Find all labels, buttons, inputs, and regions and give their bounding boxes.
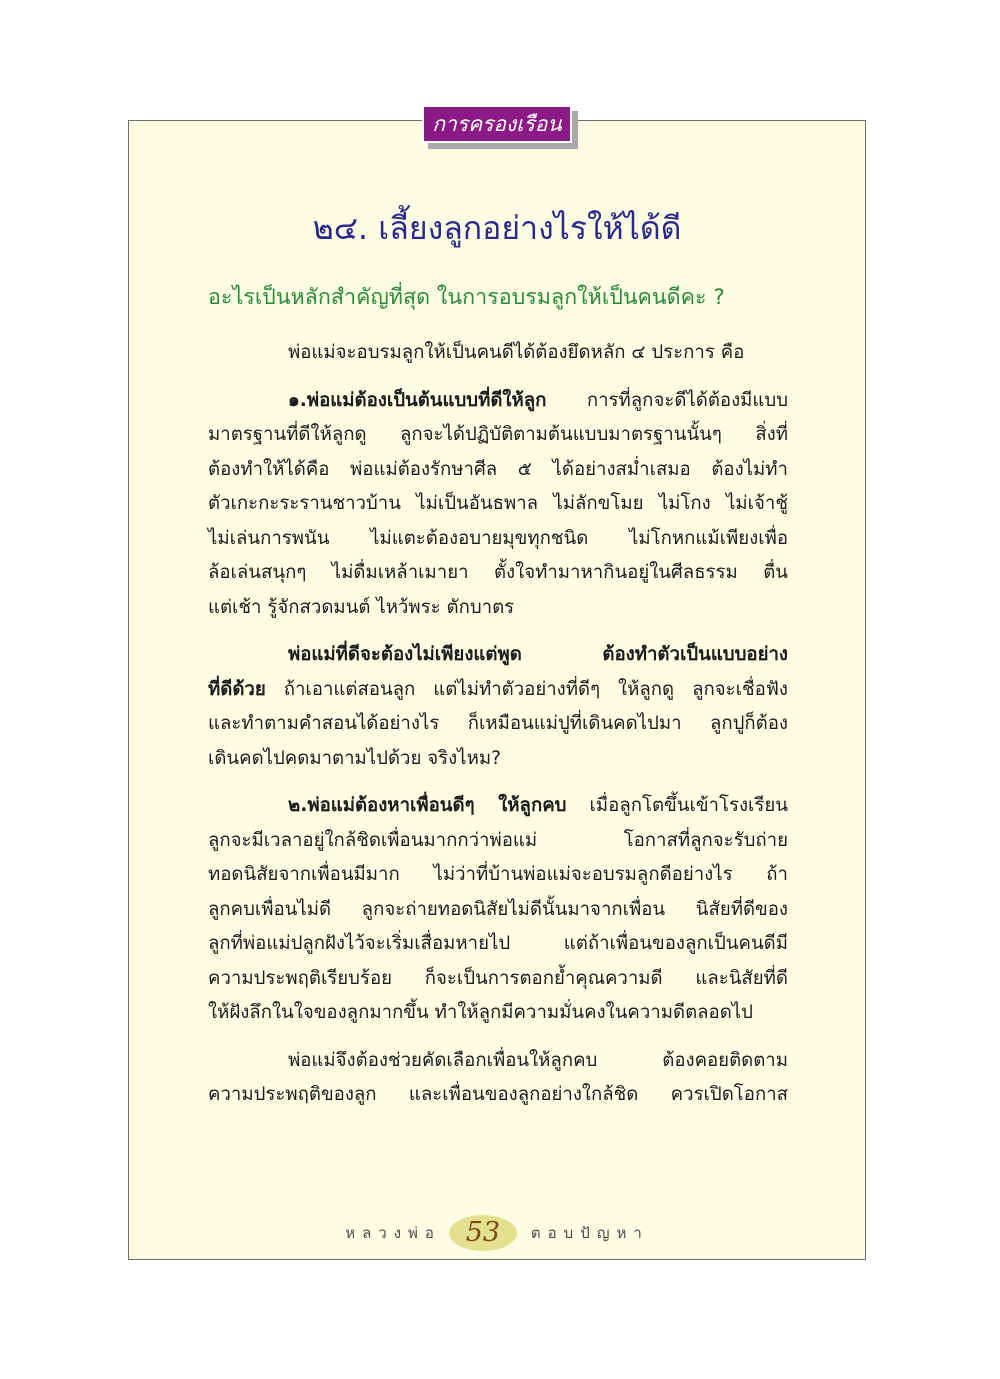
paragraph-1-line: แต่เช้า รู้จักสวดมนต์ ไหว้พระ ตักบาตร (208, 596, 515, 618)
paragraph-3-line: ให้ฝังลึกในใจของลูกมากขึ้น ทำให้ลูกมีความมั่นคงในความดีตลอดไป (208, 1002, 753, 1023)
principle-2-heading: ๒.พ่อแม่ต้องหาเพื่อนดีๆ ให้ลูกคบ (288, 795, 567, 816)
footer-left-text: หลวงพ่อ (345, 1224, 441, 1242)
paragraph-3-line: ลูกจะมีเวลาอยู่ใกล้ชิดเพื่อนมากกว่าพ่อแม่ โอกาสที่ลูกจะรับถ่าย (208, 829, 788, 851)
article-body (208, 336, 788, 1113)
paragraph-text: ถ้าเอาแต่สอนลูก แต่ไม่ทำตัวอย่างที่ดีๆ ให้ลูกดู ลูกจะเชื่อฟัง (265, 678, 788, 700)
chapter-title: ๒๔. เลี้ยงลูกอย่างไรให้ได้ดี (312, 209, 682, 247)
footer-right-text: ตอบปัญหา (530, 1224, 649, 1242)
emphasis-heading: พ่อแม่ที่ดีจะต้องไม่เพียงแต่พูด ต้องทำตัวเป็นแบบอย่าง (288, 644, 788, 665)
intro-line: พ่อแม่จะอบรมลูกให้เป็นคนดีได้ต้องยึดหลัก ๔ ประการ คือ (288, 342, 745, 363)
paragraph-2-line: และทำตามคำสอนได้อย่างไร ก็เหมือนแม่ปูที่เดินคดไปมา ลูกปูก็ต้อง (208, 713, 788, 734)
paragraph-2-line (208, 638, 788, 673)
paragraph-4-line: พ่อแม่จึงต้องช่วยคัดเลือกเพื่อนให้ลูกคบ ต้องคอยติดตาม (288, 1049, 788, 1071)
section-tab: การครองเรือน (422, 105, 572, 143)
paragraph-3-line: ลูกคบเพื่อนไม่ดี ลูกจะถ่ายทอดนิสัยไม่ดีนั้นมาจากเพื่อน นิสัยที่ดีของ (208, 898, 788, 920)
emphasis-heading-cont: ที่ดีด้วย (208, 678, 266, 700)
paragraph-2-line: เดินคดไปคดมาตามไปด้วย จริงไหม? (208, 747, 501, 769)
paragraph-1-line: ตัวเกะกะระรานชาวบ้าน ไม่เป็นอันธพาล ไม่ลักขโมย ไม่โกง ไม่เจ้าชู้ (208, 493, 788, 514)
paragraph-1-line: ต้องทำให้ได้คือ พ่อแม่ต้องรักษาศีล ๕ ได้อย่างสม่ำเสมอ ต้องไม่ทำ (208, 458, 788, 480)
question-heading: อะไรเป็นหลักสำคัญที่สุด ในการอบรมลูกให้เป็นคนดีคะ ? (208, 285, 725, 310)
paragraph-1-line: มาตรฐานที่ดีให้ลูกดู ลูกจะได้ปฏิบัติตามต้นแบบมาตรฐานนั้นๆ สิ่งที่ (208, 424, 788, 445)
paragraph-text: การที่ลูกจะดีได้ต้องมีแบบ (546, 389, 788, 411)
paragraph-3-line (208, 789, 788, 824)
paragraph-4-line: ความประพฤติของลูก และเพื่อนของลูกอย่างใกล้ชิด ควรเปิดโอกาส (208, 1084, 788, 1105)
paragraph-3-line: ลูกที่พ่อแม่ปลูกฝังไว้จะเริ่มเสื่อมหายไป แต่ถ้าเพื่อนของลูกเป็นคนดีมี (208, 933, 788, 954)
paragraph-3-line: ความประพฤติเรียบร้อย ก็จะเป็นการตอกย้ำคุณความดี และนิสัยที่ดี (208, 967, 788, 989)
page-footer (128, 1213, 866, 1253)
paragraph-1-line: ล้อเล่นสนุกๆ ไม่ดื่มเหล้าเมายา ตั้งใจทำมาหากินอยู่ในศีลธรรม ตื่น (208, 562, 788, 583)
paragraph-3-line: ทอดนิสัยจากเพื่อนมีมาก ไม่ว่าที่บ้านพ่อแม่จะอบรมลูกดีอย่างไร ถ้า (208, 864, 788, 885)
paragraph-1-line: ไม่เล่นการพนัน ไม่แตะต้องอบายมุขทุกชนิด ไม่โกหกแม้เพียงเพื่อ (208, 527, 788, 549)
paragraph-1-line (208, 384, 788, 419)
principle-1-heading: ๑.พ่อแม่ต้องเป็นต้นแบบที่ดีให้ลูก (288, 389, 547, 411)
page-number: 53 (449, 1215, 517, 1251)
paragraph-2-line (208, 673, 788, 708)
paragraph-text: เมื่อลูกโตขึ้นเข้าโรงเรียน (566, 795, 788, 816)
